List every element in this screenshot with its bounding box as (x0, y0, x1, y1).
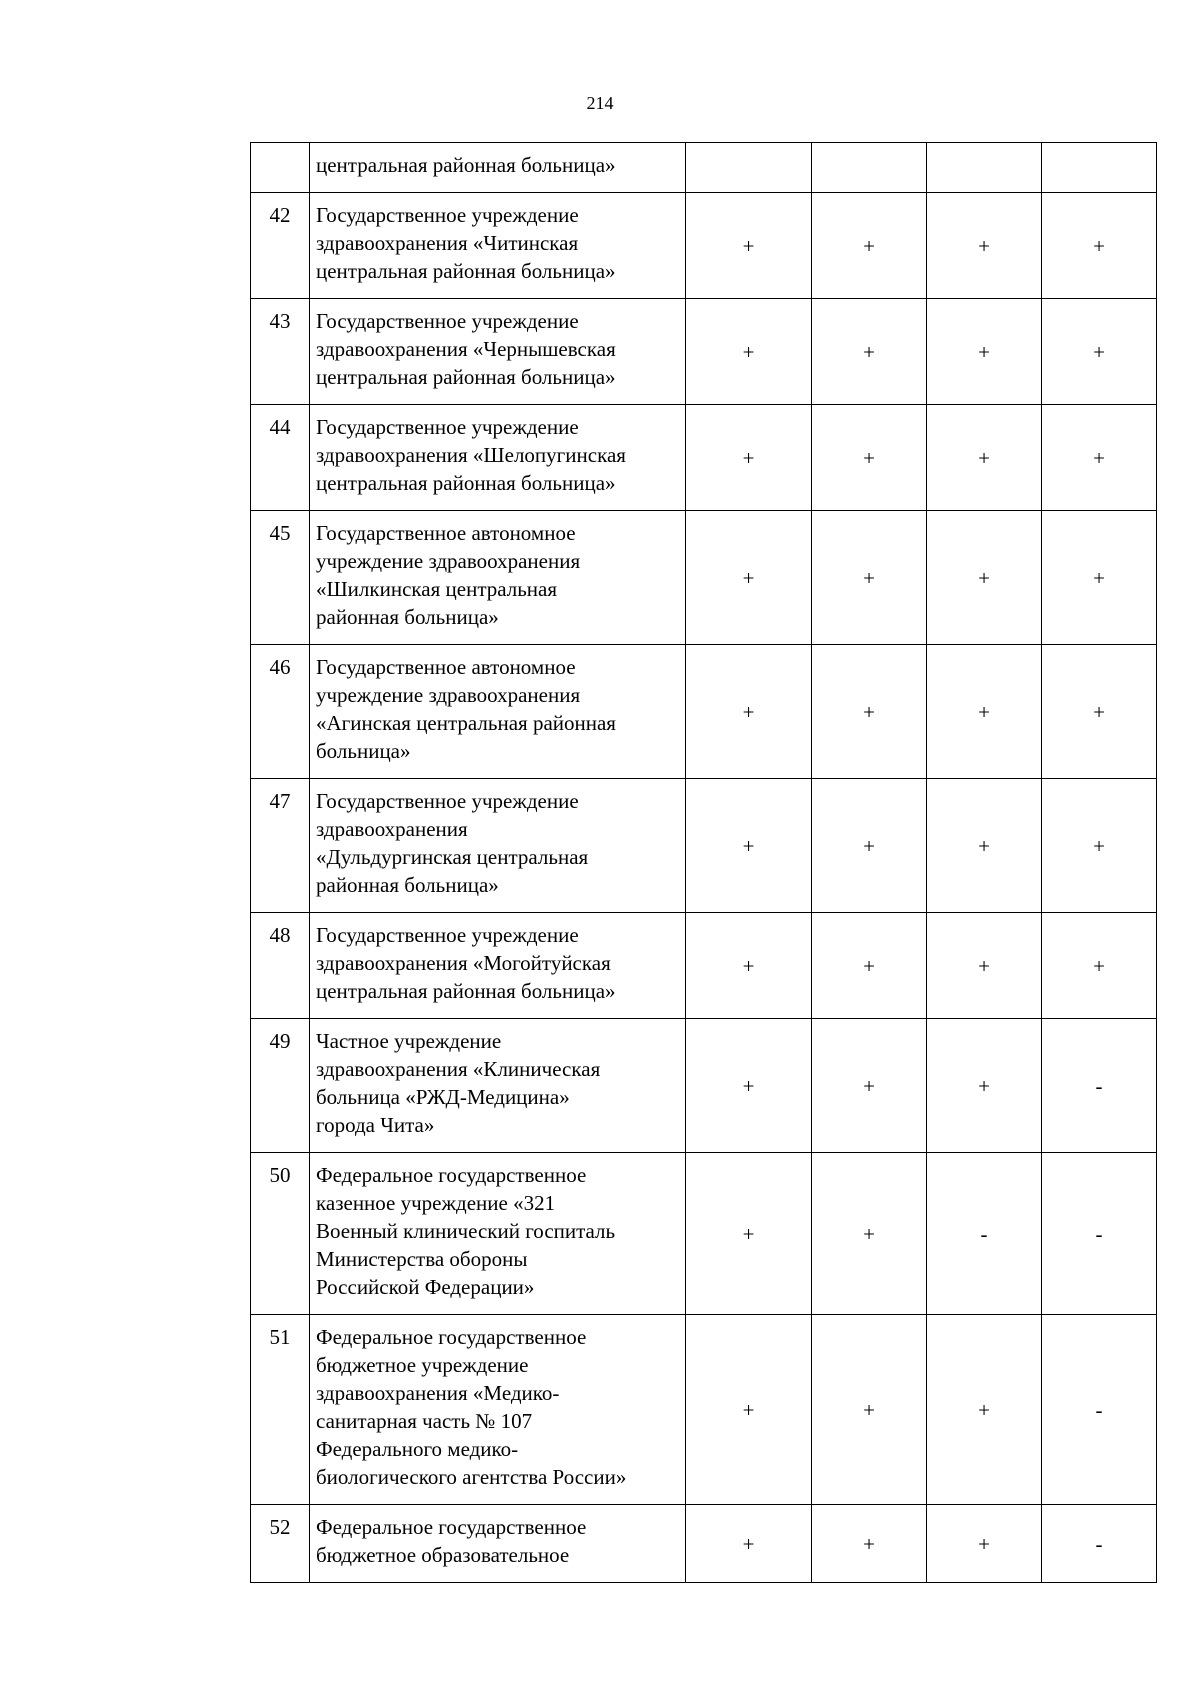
institution-name-cell: Государственное автономное учреждение здравоохранения «Шилкинская центральная районная больница» (310, 511, 686, 645)
page-number: 214 (586, 93, 614, 113)
mark-cell-2: + (812, 1019, 927, 1153)
mark-cell-2: + (812, 779, 927, 913)
mark-cell-2: + (812, 1153, 927, 1315)
mark-cell-1: + (686, 193, 812, 299)
mark-cell-4: + (1042, 193, 1157, 299)
row-number-cell: 52 (251, 1505, 310, 1583)
table-row (251, 405, 1157, 511)
table-row (251, 193, 1157, 299)
institution-name-cell: Государственное учреждение здравоохранения «Дульдургинская центральная районная больница» (310, 779, 686, 913)
mark-cell-4: + (1042, 299, 1157, 405)
row-number-cell: 48 (251, 913, 310, 1019)
mark-cell-3: + (927, 913, 1042, 1019)
mark-cell-3: - (927, 1153, 1042, 1315)
mark-cell-2: + (812, 511, 927, 645)
mark-cell-4: + (1042, 645, 1157, 779)
mark-cell-3: + (927, 1019, 1042, 1153)
mark-cell-4: + (1042, 511, 1157, 645)
institution-name-cell: центральная районная больница» (310, 143, 686, 193)
row-number-cell: 42 (251, 193, 310, 299)
mark-cell-2: + (812, 1505, 927, 1583)
mark-cell-1: + (686, 1315, 812, 1505)
mark-cell-1: + (686, 913, 812, 1019)
mark-cell-1 (686, 143, 812, 193)
table-row (251, 779, 1157, 913)
row-number-cell: 45 (251, 511, 310, 645)
mark-cell-4: - (1042, 1019, 1157, 1153)
mark-cell-4: - (1042, 1315, 1157, 1505)
mark-cell-3: + (927, 645, 1042, 779)
mark-cell-3: + (927, 511, 1042, 645)
institution-name-cell: Государственное учреждение здравоохранения «Могойтуйская центральная районная больница» (310, 913, 686, 1019)
mark-cell-1: + (686, 299, 812, 405)
mark-cell-2: + (812, 913, 927, 1019)
mark-cell-1: + (686, 1505, 812, 1583)
mark-cell-2: + (812, 299, 927, 405)
institution-name-cell: Федеральное государственное бюджетное образовательное (310, 1505, 686, 1583)
mark-cell-1: + (686, 779, 812, 913)
table-row (251, 1153, 1157, 1315)
mark-cell-4: - (1042, 1153, 1157, 1315)
mark-cell-3: + (927, 299, 1042, 405)
row-number-cell (251, 143, 310, 193)
mark-cell-2 (812, 143, 927, 193)
row-number-cell: 49 (251, 1019, 310, 1153)
row-number-cell: 44 (251, 405, 310, 511)
table-row (251, 1315, 1157, 1505)
mark-cell-4: - (1042, 1505, 1157, 1583)
mark-cell-2: + (812, 193, 927, 299)
institution-name-cell: Федеральное государственное казенное учреждение «321 Военный клинический госпиталь Министерства обороны Российской Федерации» (310, 1153, 686, 1315)
mark-cell-4 (1042, 143, 1157, 193)
mark-cell-3: + (927, 779, 1042, 913)
mark-cell-1: + (686, 1153, 812, 1315)
table-row (251, 1505, 1157, 1583)
institution-name-cell: Частное учреждение здравоохранения «Клиническая больница «РЖД-Медицина» города Чита» (310, 1019, 686, 1153)
institution-name-cell: Государственное учреждение здравоохранения «Шелопугинская центральная районная больница» (310, 405, 686, 511)
mark-cell-3 (927, 143, 1042, 193)
row-number-cell: 51 (251, 1315, 310, 1505)
table-row (251, 143, 1157, 193)
table-row (251, 645, 1157, 779)
mark-cell-4: + (1042, 405, 1157, 511)
mark-cell-4: + (1042, 779, 1157, 913)
mark-cell-3: + (927, 1315, 1042, 1505)
table-row (251, 511, 1157, 645)
mark-cell-2: + (812, 645, 927, 779)
mark-cell-3: + (927, 193, 1042, 299)
institution-name-cell: Государственное учреждение здравоохранения «Чернышевская центральная районная больница» (310, 299, 686, 405)
table-row (251, 913, 1157, 1019)
mark-cell-1: + (686, 645, 812, 779)
institution-name-cell: Федеральное государственное бюджетное учреждение здравоохранения «Медико- санитарная часть № 107 Федерального медико- биологического агентства России» (310, 1315, 686, 1505)
row-number-cell: 43 (251, 299, 310, 405)
facilities-table (250, 142, 1157, 1583)
table-row (251, 299, 1157, 405)
row-number-cell: 47 (251, 779, 310, 913)
row-number-cell: 50 (251, 1153, 310, 1315)
mark-cell-3: + (927, 405, 1042, 511)
mark-cell-1: + (686, 405, 812, 511)
mark-cell-2: + (812, 1315, 927, 1505)
institution-name-cell: Государственное учреждение здравоохранения «Читинская центральная районная больница» (310, 193, 686, 299)
mark-cell-1: + (686, 1019, 812, 1153)
mark-cell-1: + (686, 511, 812, 645)
table-row (251, 1019, 1157, 1153)
mark-cell-2: + (812, 405, 927, 511)
institution-name-cell: Государственное автономное учреждение здравоохранения «Агинская центральная районная больница» (310, 645, 686, 779)
row-number-cell: 46 (251, 645, 310, 779)
mark-cell-4: + (1042, 913, 1157, 1019)
mark-cell-3: + (927, 1505, 1042, 1583)
